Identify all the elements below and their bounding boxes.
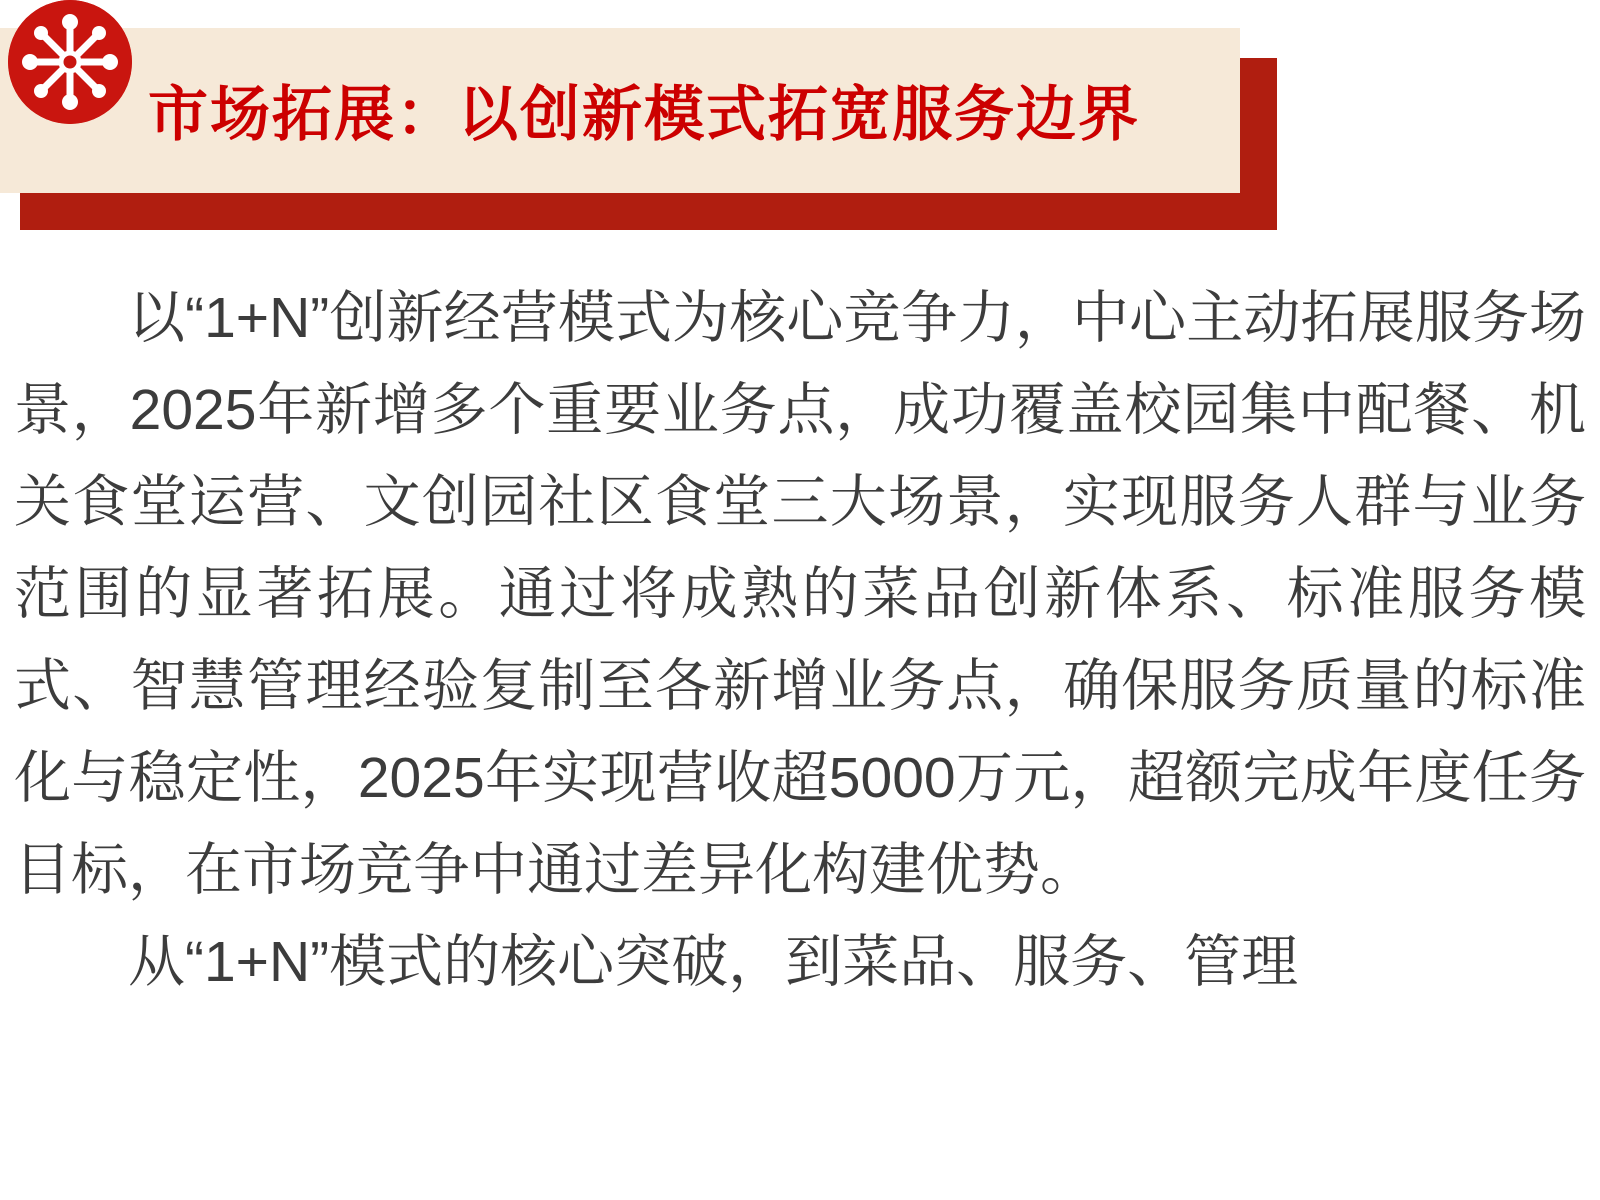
document-body [0, 272, 1600, 1008]
snowflake-emblem-icon [8, 0, 132, 124]
paragraph-2: 从“1+N”模式的核心突破，到菜品、服务、管理 [128, 930, 1299, 994]
paragraph-1: 以“1+N”创新经营模式为核心竞争力，中心主动拓展服务场景，2025年新增多个重要业务点，成功覆盖校园集中配餐、机关食堂运营、文创园社区食堂三大场景，实现服务人群与业务范围的显著拓展。通过将成熟的菜品创新体系、标准服务模式、智慧管理经验复制至各新增业务点，确保服务质量的标准化与稳定性，2025年实现营收超5000万元，超额完成年度任务目标，在市场竞争中通过差异化构建优势。 [14, 286, 1586, 902]
page-header [0, 0, 1600, 240]
page-title: 市场拓展：以创新模式拓宽服务边界 [148, 81, 1140, 148]
